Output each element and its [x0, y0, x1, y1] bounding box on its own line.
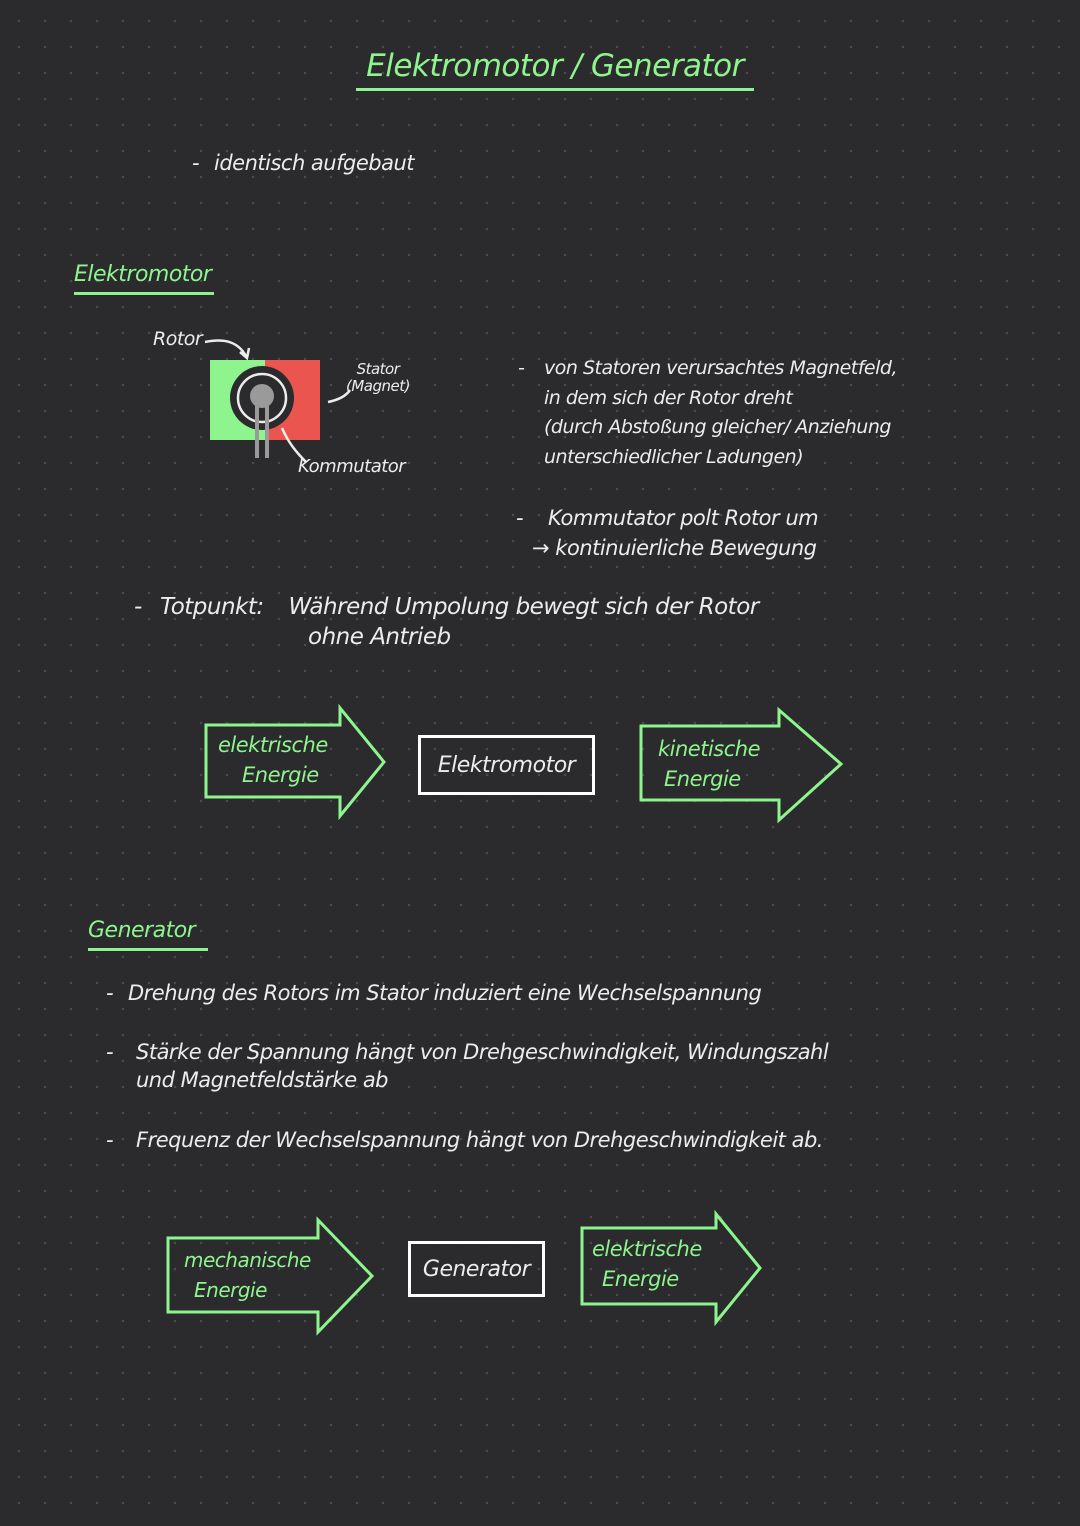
motor-note-1: - von Statoren verursachtes Magnetfeld, in dem sich der Rotor dreht (durch Abstoßung gleicher/ Anziehung unterschiedlicher Ladungen) [518, 354, 1038, 472]
generator-input-line1: mechanische [184, 1248, 311, 1272]
motor-output-label [658, 734, 788, 794]
totpunkt-label: Totpunkt: [160, 594, 264, 620]
generator-box: Generator [408, 1241, 545, 1297]
generator-input-line2: Energie [194, 1278, 267, 1302]
generator-heading: Generator [88, 918, 208, 951]
rotor-core [250, 384, 274, 408]
intro-bullet: - identisch aufgebaut [192, 151, 414, 175]
motor-output-line2: Energie [664, 767, 741, 791]
note2-line1: Kommutator polt Rotor um [548, 506, 819, 530]
note1-line1: von Statoren verursachtes Magnetfeld, [544, 357, 898, 379]
totpunkt-bullet: - Totpunkt: Während Umpolung bewegt sich der Rotor ohne Antrieb [134, 592, 994, 652]
stator-label [346, 361, 410, 395]
motor-input-line2: Energie [242, 763, 319, 787]
generator-output-label [592, 1234, 722, 1294]
generator-bullet-3: - Frequenz der Wechselspannung hängt von Drehgeschwindigkeit ab. [106, 1128, 823, 1152]
generator-input-label [184, 1245, 324, 1305]
generator-bullet-2: - Stärke der Spannung hängt von Drehgeschwindigkeit, Windungszahl und Magnetfeldstärke ab [106, 1037, 1046, 1095]
rotor-label: Rotor [153, 328, 203, 350]
note1-line3: (durch Abstoßung gleicher/ Anziehung [544, 416, 891, 438]
generator-bullet-1: - Drehung des Rotors im Stator induziert eine Wechselspannung [106, 981, 762, 1005]
motor-heading: Elektromotor [74, 262, 214, 295]
motor-input-line1: elektrische [218, 733, 328, 757]
generator-b2-line2: und Magnetfeldstärke ab [136, 1068, 389, 1092]
page-title: Elektromotor / Generator [0, 48, 1080, 91]
note1-line4: unterschiedlicher Ladungen) [544, 445, 804, 468]
arrow-right-icon: → [532, 536, 556, 560]
generator-b1-text: Drehung des Rotors im Stator induziert eine Wechselspannung [128, 981, 762, 1005]
note2-line2: kontinuierliche Bewegung [555, 536, 817, 560]
motor-input-label [218, 730, 348, 790]
elektromotor-box: Elektromotor [418, 735, 595, 795]
totpunkt-line1: Während Umpolung bewegt sich der Rotor [288, 594, 759, 620]
intro-text: identisch aufgebaut [214, 151, 414, 175]
generator-b3-text: Frequenz der Wechselspannung hängt von Drehgeschwindigkeit ab. [136, 1128, 823, 1152]
motor-output-line1: kinetische [658, 737, 761, 761]
generator-output-line2: Energie [602, 1267, 679, 1291]
generator-output-line1: elektrische [592, 1237, 702, 1261]
totpunkt-line2: ohne Antrieb [308, 624, 451, 650]
stator-label-2: (Magnet) [346, 377, 410, 395]
stator-label-1: Stator [356, 360, 400, 378]
motor-note-2: - Kommutator polt Rotor um → kontinuierliche Bewegung [516, 506, 819, 560]
generator-b2-line1: Stärke der Spannung hängt von Drehgeschwindigkeit, Windungszahl [136, 1040, 829, 1064]
kommutator-label: Kommutator [298, 456, 406, 477]
motor-diagram [150, 330, 430, 470]
note1-line2: in dem sich der Rotor dreht [544, 386, 793, 409]
